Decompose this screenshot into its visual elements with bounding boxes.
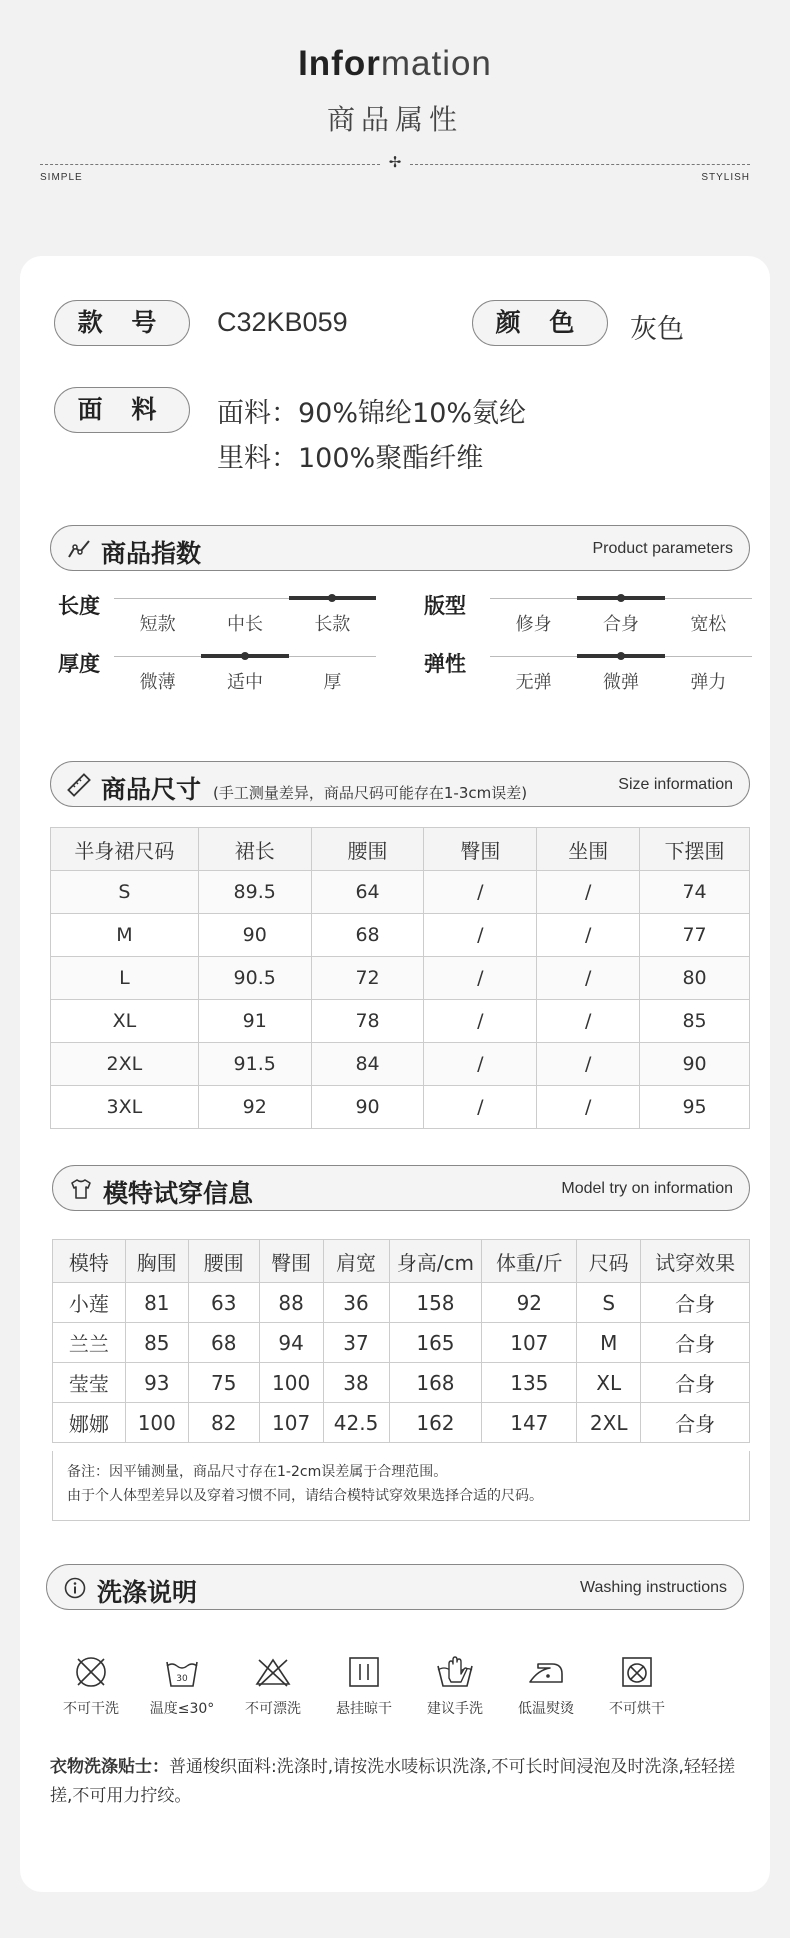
- size-table-header-cell: 下摆围: [640, 828, 750, 871]
- wash-item-label: 建议手洗: [427, 1701, 483, 1717]
- table-row: [51, 1043, 750, 1086]
- wash-item: [592, 1652, 682, 1718]
- size-table-cell: 2XL: [51, 1043, 199, 1086]
- size-table-cell: 95: [640, 1086, 750, 1129]
- model-table-header-cell: 臀围: [259, 1240, 323, 1283]
- size-table-cell: 3XL: [51, 1086, 199, 1129]
- model-table-cell: 162: [389, 1403, 482, 1443]
- size-table-header-cell: 坐围: [537, 828, 640, 871]
- index-label: 厚度: [58, 652, 100, 676]
- size-table-cell: 85: [640, 1000, 750, 1043]
- header-tag-simple: SIMPLE: [40, 172, 83, 183]
- model-table-header-cell: 尺码: [577, 1240, 641, 1283]
- model-table-cell: 85: [125, 1323, 188, 1363]
- index-label: 版型: [424, 594, 466, 618]
- size-table-cell: S: [51, 871, 199, 914]
- size-table-cell: /: [424, 1086, 537, 1129]
- model-table-cell: 107: [259, 1403, 323, 1443]
- size-section-title: [101, 770, 527, 806]
- model-table-cell: 68: [188, 1323, 259, 1363]
- wash-tips-text: 普通梭织面料:洗涤时,请按洗水唛标识洗涤,不可长时间浸泡及时洗涤,轻轻搓搓,不可用力拧绞。: [50, 1757, 735, 1806]
- model-section-title: 模特试穿信息: [103, 1179, 254, 1208]
- index-selected-dot: [241, 652, 249, 660]
- wash-item-label: 悬挂晾干: [336, 1701, 392, 1717]
- wash-item: [46, 1652, 136, 1718]
- model-table-header-cell: 体重/斤: [482, 1240, 577, 1283]
- size-table-header-cell: 臀围: [424, 828, 537, 871]
- model-table-cell: 94: [259, 1323, 323, 1363]
- wash-item: [410, 1652, 500, 1718]
- size-table-cell: 92: [198, 1086, 311, 1129]
- model-table-cell: 75: [188, 1363, 259, 1403]
- model-table-header-cell: 肩宽: [323, 1240, 389, 1283]
- model-table: [52, 1239, 750, 1443]
- size-table-cell: /: [537, 1043, 640, 1086]
- model-table-header-cell: 试穿效果: [641, 1240, 750, 1283]
- index-scale: [490, 654, 752, 694]
- wash-item: [501, 1652, 591, 1718]
- wash-tips-label: 衣物洗涤贴士：: [50, 1757, 169, 1777]
- index-option: 修身: [515, 614, 552, 635]
- index-selected-dot: [617, 594, 625, 602]
- table-row: [53, 1323, 750, 1363]
- size-section-bar: [50, 761, 750, 807]
- size-table-cell: /: [537, 914, 640, 957]
- index-selected-dot: [617, 652, 625, 660]
- table-row: [51, 871, 750, 914]
- model-table-cell: 88: [259, 1283, 323, 1323]
- size-section-en: Size information: [618, 776, 733, 793]
- model-section-en: Model try on information: [561, 1180, 733, 1197]
- header-tag-stylish: STYLISH: [701, 172, 750, 183]
- table-row: [51, 914, 750, 957]
- low-iron-icon: [526, 1652, 566, 1692]
- no-tumble-dry-icon: [617, 1652, 657, 1692]
- wash-30-icon: [162, 1652, 202, 1692]
- hang-dry-icon: [344, 1652, 384, 1692]
- model-table-cell: 100: [125, 1403, 188, 1443]
- model-table-cell: 100: [259, 1363, 323, 1403]
- fabric-outer: 面料：90%锦纶10%氨纶: [217, 398, 527, 429]
- table-row: [51, 957, 750, 1000]
- wash-item-label: 不可烘干: [609, 1701, 665, 1717]
- size-table-cell: 89.5: [198, 871, 311, 914]
- model-table-cell: 合身: [641, 1323, 750, 1363]
- model-table-cell: 147: [482, 1403, 577, 1443]
- size-table-cell: /: [424, 1000, 537, 1043]
- fabric-label: 面 料: [54, 387, 190, 433]
- model-table-cell: M: [577, 1323, 641, 1363]
- header-divider-left: [40, 164, 380, 165]
- index-option: 短款: [139, 614, 176, 635]
- crosshair-ornament-icon: ✢: [388, 153, 402, 171]
- wash-item: [137, 1652, 227, 1718]
- wash-temp-badge: 30: [176, 1674, 188, 1684]
- size-table-cell: 91: [198, 1000, 311, 1043]
- wash-section-title: 洗涤说明: [97, 1578, 198, 1607]
- model-table-cell: 小莲: [53, 1283, 126, 1323]
- size-table-cell: XL: [51, 1000, 199, 1043]
- header-subtitle: 商品属性: [326, 103, 463, 136]
- tshirt-icon: [69, 1177, 93, 1201]
- model-table-cell: 莹莹: [53, 1363, 126, 1403]
- model-table-cell: 158: [389, 1283, 482, 1323]
- size-section-title-text: 商品尺寸: [101, 775, 202, 804]
- model-table-cell: 36: [323, 1283, 389, 1323]
- table-row: [51, 1086, 750, 1129]
- model-table-cell: 合身: [641, 1363, 750, 1403]
- style-no-label: 款 号: [54, 300, 190, 346]
- model-table-cell: 165: [389, 1323, 482, 1363]
- model-table-cell: 37: [323, 1323, 389, 1363]
- model-table-cell: 42.5: [323, 1403, 389, 1443]
- index-option: 中长: [226, 614, 263, 635]
- index-section-bar: [50, 525, 750, 571]
- model-section-bar: [52, 1165, 750, 1211]
- no-dry-clean-icon: [71, 1652, 111, 1692]
- size-table-cell: /: [537, 1086, 640, 1129]
- wash-item-label: 不可漂洗: [245, 1701, 301, 1717]
- wash-item: [319, 1652, 409, 1718]
- model-table-header: [53, 1240, 750, 1283]
- model-table-cell: 82: [188, 1403, 259, 1443]
- ruler-icon: [67, 773, 91, 797]
- wash-tips: [50, 1753, 750, 1811]
- model-table-cell: 2XL: [577, 1403, 641, 1443]
- table-row: [51, 1000, 750, 1043]
- size-section-note: (手工测量差异，商品尺码可能存在1-3cm误差): [213, 784, 528, 802]
- model-table-cell: 38: [323, 1363, 389, 1403]
- color-value: 灰色: [630, 314, 684, 345]
- no-bleach-icon: [253, 1652, 293, 1692]
- index-section-title: 商品指数: [101, 539, 202, 568]
- model-table-cell: 92: [482, 1283, 577, 1323]
- size-table-cell: /: [537, 957, 640, 1000]
- fabric-lining: 里料：100%聚酯纤维: [217, 443, 484, 474]
- index-option: 无弹: [515, 672, 552, 693]
- index-option: 微薄: [139, 672, 176, 693]
- model-table-header-cell: 模特: [53, 1240, 126, 1283]
- size-table-cell: 77: [640, 914, 750, 957]
- index-label: 长度: [58, 594, 100, 618]
- wash-section-en: Washing instructions: [579, 1579, 727, 1596]
- model-table-cell: 93: [125, 1363, 188, 1403]
- hand-wash-icon: [435, 1652, 475, 1692]
- model-table-header-cell: 胸围: [125, 1240, 188, 1283]
- index-option: 弹力: [690, 672, 727, 693]
- index-label: 弹性: [424, 652, 466, 676]
- size-table-cell: 90: [640, 1043, 750, 1086]
- size-table-cell: L: [51, 957, 199, 1000]
- model-table-cell: 娜娜: [53, 1403, 126, 1443]
- color-label: 颜 色: [472, 300, 608, 346]
- model-table-cell: 兰兰: [53, 1323, 126, 1363]
- model-table-cell: 合身: [641, 1403, 750, 1443]
- index-section-en: Product parameters: [592, 540, 733, 557]
- table-row: [53, 1363, 750, 1403]
- size-table-header-cell: 裙长: [198, 828, 311, 871]
- size-table-cell: 90.5: [198, 957, 311, 1000]
- model-table-cell: 135: [482, 1363, 577, 1403]
- info-card: [20, 256, 770, 1892]
- index-option: 合身: [602, 614, 639, 635]
- trend-line-icon: [67, 537, 91, 561]
- size-table-header-cell: 腰围: [311, 828, 424, 871]
- index-selected-dot: [328, 594, 336, 602]
- size-table-cell: 64: [311, 871, 424, 914]
- model-notes: [52, 1451, 750, 1521]
- info-circle-icon: [63, 1576, 87, 1600]
- model-table-cell: S: [577, 1283, 641, 1323]
- header-title-rest: mation: [380, 44, 492, 83]
- header-title: [0, 44, 790, 84]
- wash-item-label: 不可干洗: [63, 1701, 119, 1717]
- wash-item-label: 温度≤30°: [149, 1701, 215, 1717]
- index-option: 长款: [314, 614, 351, 635]
- size-table-cell: 91.5: [198, 1043, 311, 1086]
- size-table-cell: /: [424, 871, 537, 914]
- model-table-cell: 107: [482, 1323, 577, 1363]
- size-table-cell: /: [537, 871, 640, 914]
- size-table-cell: 90: [311, 1086, 424, 1129]
- index-option: 宽松: [690, 614, 727, 635]
- size-table-cell: M: [51, 914, 199, 957]
- size-table-cell: 84: [311, 1043, 424, 1086]
- model-table-header-cell: 身高/cm: [389, 1240, 482, 1283]
- size-table: [50, 827, 750, 1129]
- model-table-cell: 合身: [641, 1283, 750, 1323]
- model-table-cell: 63: [188, 1283, 259, 1323]
- index-scale: [114, 596, 376, 636]
- index-option: 微弹: [602, 672, 639, 693]
- size-table-header-cell: 半身裙尺码: [51, 828, 199, 871]
- size-table-header: [51, 828, 750, 871]
- wash-item-label: 低温熨烫: [518, 1701, 574, 1717]
- header-divider-right: [410, 164, 750, 165]
- size-table-cell: 80: [640, 957, 750, 1000]
- model-table-cell: XL: [577, 1363, 641, 1403]
- table-row: [53, 1283, 750, 1323]
- size-table-cell: 74: [640, 871, 750, 914]
- model-note-2: 由于个人体型差异以及穿着习惯不同，请结合模特试穿效果选择合适的尺码。: [67, 1488, 543, 1504]
- size-table-cell: 90: [198, 914, 311, 957]
- size-table-cell: /: [424, 914, 537, 957]
- size-table-cell: /: [424, 1043, 537, 1086]
- model-table-cell: 168: [389, 1363, 482, 1403]
- model-note-1: 备注：因平铺测量，商品尺寸存在1-2cm误差属于合理范围。: [67, 1464, 448, 1480]
- style-no-value: C32KB059: [217, 307, 348, 337]
- size-table-cell: /: [537, 1000, 640, 1043]
- wash-section-bar: [46, 1564, 744, 1610]
- size-table-cell: 78: [311, 1000, 424, 1043]
- size-table-cell: /: [424, 957, 537, 1000]
- wash-item: [228, 1652, 318, 1718]
- table-row: [53, 1403, 750, 1443]
- size-table-cell: 72: [311, 957, 424, 1000]
- size-table-cell: 68: [311, 914, 424, 957]
- model-table-cell: 81: [125, 1283, 188, 1323]
- header-title-bold: Infor: [298, 44, 381, 83]
- index-scale: [114, 654, 376, 694]
- index-option: 适中: [226, 672, 263, 693]
- index-scale: [490, 596, 752, 636]
- index-option: 厚: [323, 672, 342, 693]
- model-table-header-cell: 腰围: [188, 1240, 259, 1283]
